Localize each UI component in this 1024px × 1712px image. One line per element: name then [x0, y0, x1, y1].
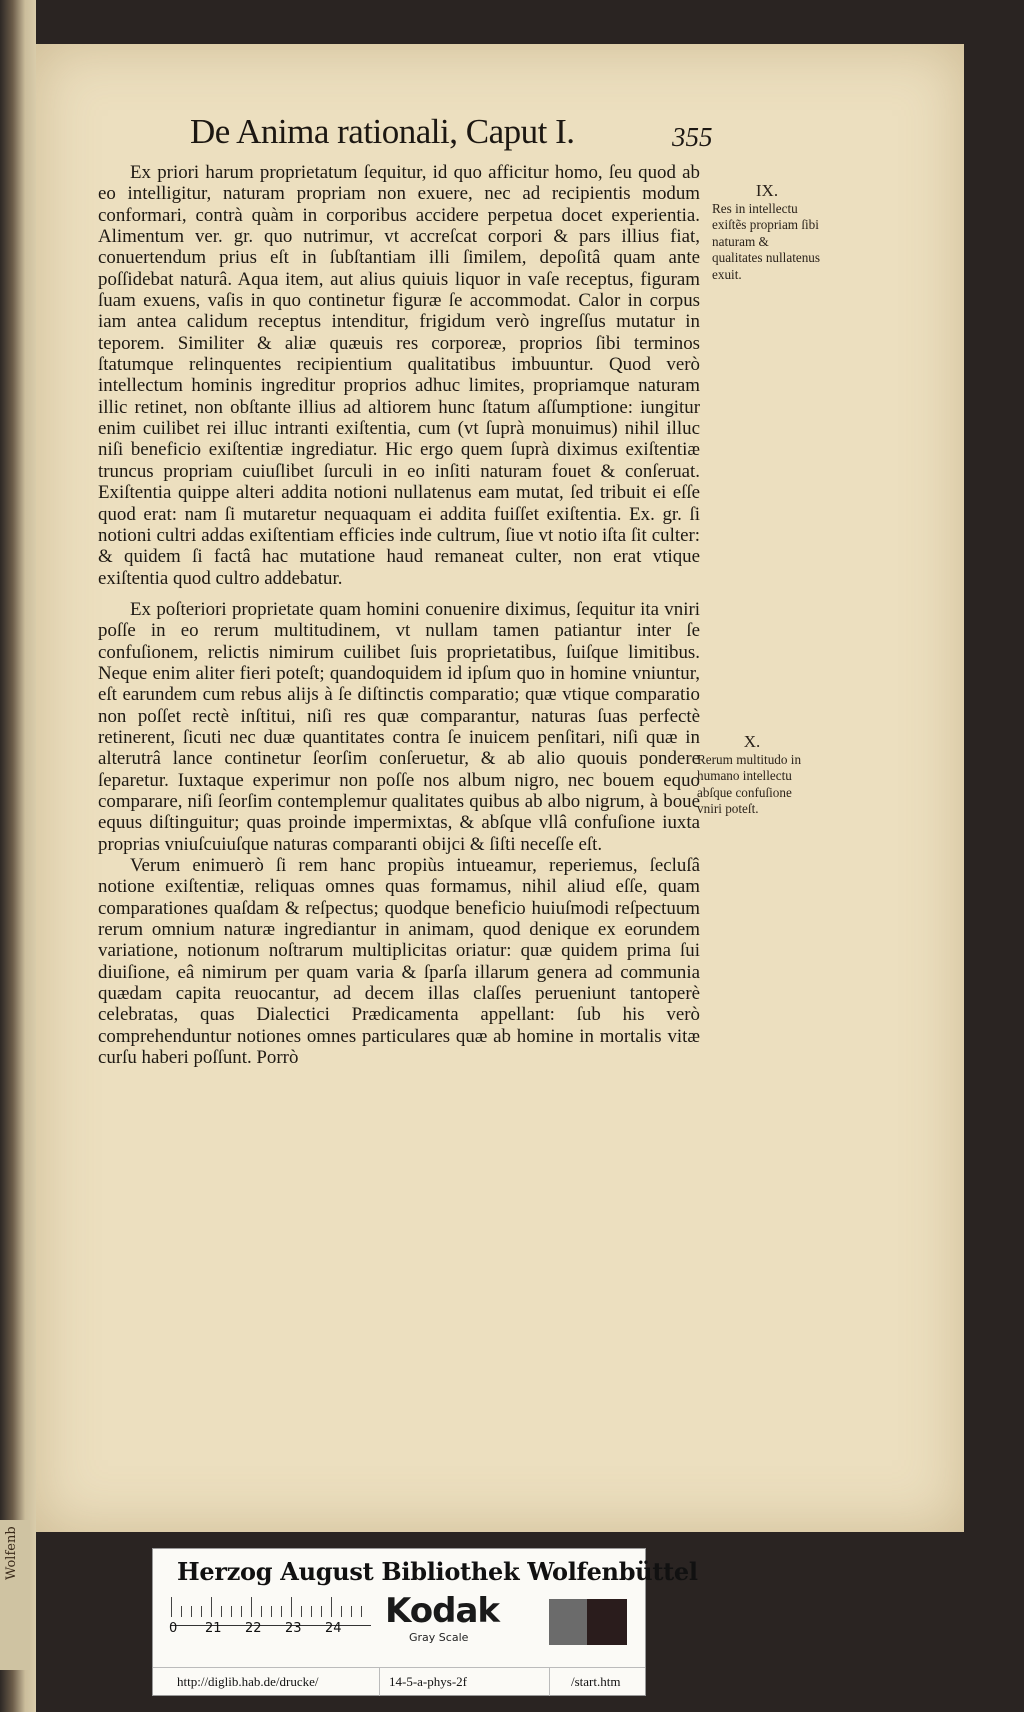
ruler-tick — [301, 1606, 302, 1617]
margin-note-number: X. — [743, 732, 761, 751]
gray-scale-label: Gray Scale — [409, 1631, 469, 1644]
paragraph: Ex priori harum proprietatum ſequitur, id quo afficitur homo, ſeu quod ab eo intelligitur, naturam propriam non exuere, nec ad recipientis modum conformari, contrà quàm in corporibus accidere perpetua docet experientia. Alimentum ver. gr. quo nutrimur, vt accreſcat corpori & pars illius fiat, conuertendum prius eſt in ſubſtantiam illi ſimilem, depoſitâ quam ante poſſidebat naturâ. Aqua item, aut alius quiuis liquor in vaſe receptus, figuram ſuam exuens, vaſis in quo continetur figuræ ſe accommodat. Calor in corpus iam antea calidum receptus intenditur, frigidum verò ingreſſus mutatur in teporem. Similiter & aliæ quæuis res corporeæ, proprios ſibi terminos ſtatumque relinquentes recipientium qualitatibus imbuuntur. Quod verò intellectum hominis ingreditur proprios adhuc limites, propriamque naturam illic retinet, non obſtante illius ad altiorem hunc ſtatum aſſumptione: iungitur enim cuilibet rei illuc intranti exiſtentia, cum (vt ſuprà monuimus) nihil illuc niſi beneficio exiſtentiæ ingrediatur. Hic ergo quem ſuprà diximus exiſtentiæ truncus propriam cuiuſlibet ſurculi in eo inſiti naturam fouet & conſeruat. Exiſtentia quippe alteri addita notioni nullatenus eam mutat, ſed tribuit ei eſſe quod erat: nam ſi mutaretur nequaquam ei addita fuiſſet exiſtentia. Ex. gr. ſi notioni cultri addas exiſtentiam efficies inde cultrum, ſiue vt notio iſta ſit culter: & quidem ſi factâ hac mutatione haud remaneat culter, non erat vtique exiſtentia quod cultro addebatur. — [98, 162, 700, 589]
scale-ruler — [171, 1597, 371, 1635]
ruler-tick — [261, 1606, 262, 1617]
color-target-card — [152, 1548, 698, 1696]
ruler-tick — [351, 1606, 352, 1617]
running-header — [190, 112, 713, 156]
margin-note — [712, 183, 822, 284]
divider — [379, 1668, 380, 1696]
main-text-block — [98, 162, 700, 1068]
ruler-tick — [291, 1597, 292, 1617]
ruler-label: 23 — [285, 1621, 302, 1636]
page-number: 355 — [672, 122, 713, 152]
ruler-tick — [241, 1606, 242, 1617]
paragraph: Ex poſteriori proprietate quam homini conuenire diximus, ſequitur ita vniri poſſe in eo rerum multitudinem, vt nullam tamen patiantur inter ſe confuſionem, relictis nimirum cuilibet ſuis proprietatibus, ſuiſque limitibus. Neque enim aliter fieri poteſt; quandoquidem id ipſum quo in homine vniuntur, eſt earundem cum rebus alijs à ſe diſtinctis comparatio; quæ vtique comparatio non poſſet rectè inſtitui, niſi res quæ comparantur, naturas ſuas perfectè retinerent, ſicuti nec duæ quantitates contra ſe inuicem penſitari, niſi quæ in alterutrâ lance continetur ſeorſim conſeruetur, & ab alio quouis pondere ſeparetur. Iuxtaque experimur non poſſe nos album nigro, nec bouem equo comparare, niſi ſeorſim contemplemur qualitates quibus ab albo nigrum, à boue equus diſtinguitur; quas proinde impermixtas, & abſque vllâ confuſione iuxta proprias vniuſcuiuſque naturas comparanti obijci & ſiſti neceſſe eſt. — [98, 598, 700, 855]
spine-text: Wolfenb — [4, 1526, 19, 1580]
ruler-label: 24 — [325, 1621, 342, 1636]
ruler-tick — [181, 1606, 182, 1617]
ruler-tick — [271, 1606, 272, 1617]
margin-note-text: Rerum multitudo in humano intellectu abſque confuſione vniri poteſt. — [697, 751, 802, 817]
ruler-label: 0 — [169, 1621, 178, 1636]
margin-note — [697, 734, 807, 818]
gray-swatch — [549, 1599, 587, 1645]
ruler-tick — [281, 1606, 282, 1617]
ruler-tick — [311, 1606, 312, 1617]
ruler-tick — [361, 1606, 362, 1617]
ruler-label: 22 — [245, 1621, 262, 1636]
url-base: http://diglib.hab.de/drucke/ — [177, 1674, 319, 1689]
ruler-tick — [251, 1597, 252, 1617]
margin-note-text: Res in intellectu exiſtẽs propriam ſibi naturam & qualitates nullatenus exuit. — [712, 200, 821, 282]
url-shelfmark: 14-5-a-phys-2f — [389, 1674, 467, 1689]
book-spine-edge — [0, 0, 36, 1712]
ruler-tick — [331, 1597, 332, 1617]
ruler-tick — [211, 1597, 212, 1617]
ruler-tick — [321, 1606, 322, 1617]
ruler-tick — [231, 1606, 232, 1617]
paragraph: Verum enimuerò ſi rem hanc propiùs intueamur, reperiemus, ſecluſâ notione exiſtentiæ, reliquas omnes quas formamus, nihil aliud eſſe, quam comparationes quaſdam & reſpectus; quodque beneficio huiuſmodi reſpectuum rerum omnium naturæ ingrediantur in animam, quod denique ex eorundem variatione, notionum noſtrarum multiplicitas oriatur: quæ quidem prima ſui diuiſione, eâ nimirum per quam varia & ſparſa illarum genera ad communia quædam capita reuocantur, ad decem illas claſſes perueniunt tantoperè celebratas, quas Dialectici Prædicamenta appellant: ſub his verò comprehenduntur notiones omnes particulares quæ ab homine in mortalis vitæ curſu haberi poſſunt. Porrò — [98, 855, 700, 1069]
ruler-label: 21 — [205, 1621, 222, 1636]
header-title: De Anima rationali, Caput I. — [190, 112, 575, 151]
url-row — [153, 1667, 645, 1696]
dark-swatch — [587, 1599, 627, 1645]
ruler-tick — [221, 1606, 222, 1617]
url-start: /start.htm — [571, 1674, 621, 1689]
library-name: Herzog August Bibliothek Wolfenbüttel — [177, 1557, 698, 1586]
ruler-tick — [341, 1606, 342, 1617]
ruler-tick — [191, 1606, 192, 1617]
ruler-tick — [171, 1597, 172, 1617]
divider — [549, 1668, 550, 1696]
ruler-tick — [201, 1606, 202, 1617]
kodak-logo: Kodak — [385, 1591, 499, 1631]
margin-note-number: IX. — [755, 181, 779, 200]
